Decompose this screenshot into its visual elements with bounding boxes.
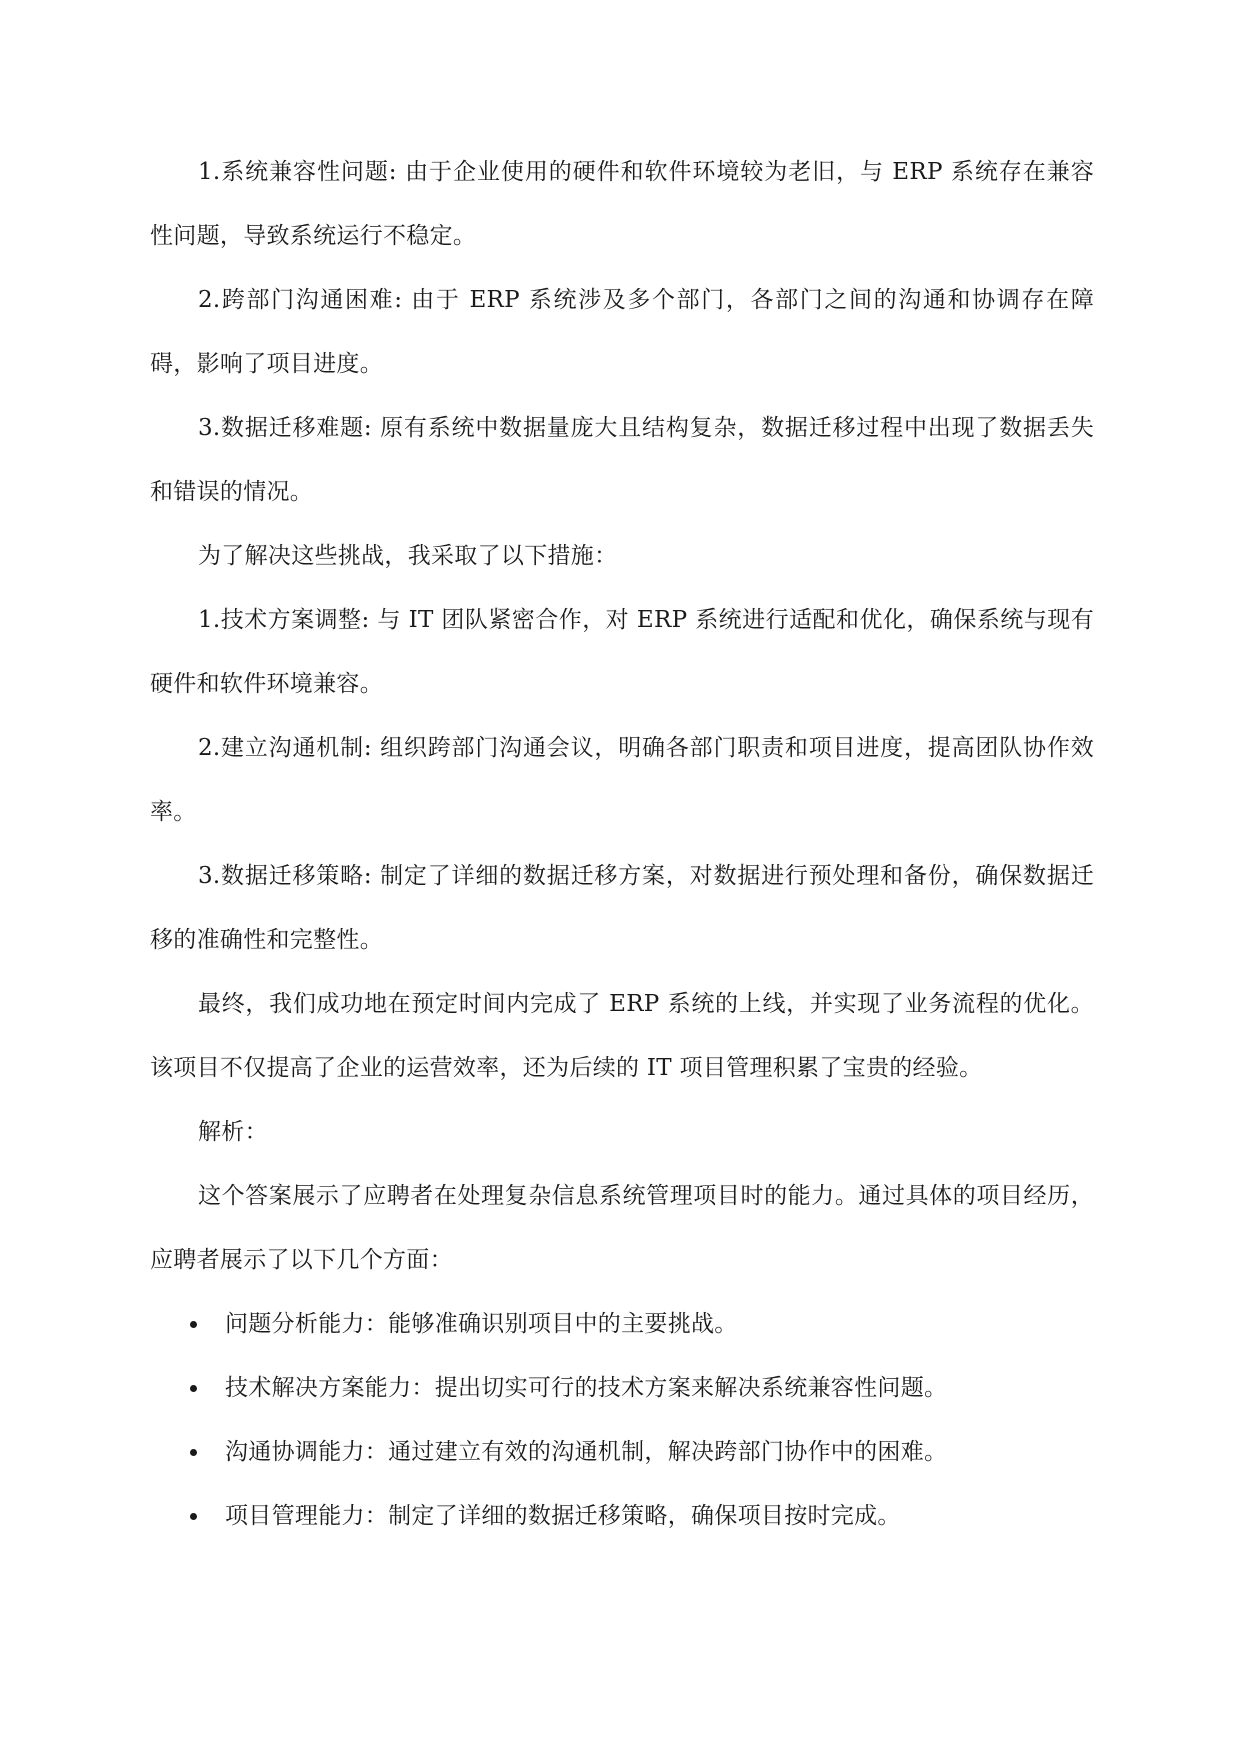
list-item-text: 项目管理能力：制定了详细的数据迁移策略，确保项目按时完成。 — [225, 1503, 901, 1529]
paragraph-measure-data-migration: 3.数据迁移策略: 制定了详细的数据迁移方案，对数据进行预处理和备份，确保数据迁移的准确性和完整性。 — [150, 863, 1094, 953]
bullet-icon — [190, 1321, 197, 1328]
bullet-icon — [190, 1385, 197, 1392]
paragraph-challenge-compatibility: 1.系统兼容性问题: 由于企业使用的硬件和软件环境较为老旧，与 ERP 系统存在兼容性问题，导致系统运行不稳定。 — [150, 159, 1094, 249]
list-item-text: 技术解决方案能力：提出切实可行的技术方案来解决系统兼容性问题。 — [225, 1375, 948, 1401]
ability-list — [150, 1292, 1094, 1548]
paragraph-outcome: 最终，我们成功地在预定时间内完成了 ERP 系统的上线，并实现了业务流程的优化。该项目不仅提高了企业的运营效率，还为后续的 IT 项目管理积累了宝贵的经验。 — [150, 991, 1094, 1081]
list-item-text: 问题分析能力：能够准确识别项目中的主要挑战。 — [225, 1311, 738, 1337]
paragraph-measures-intro: 为了解决这些挑战，我采取了以下措施： — [198, 543, 618, 569]
paragraph-challenge-data-migration: 3.数据迁移难题: 原有系统中数据量庞大且结构复杂，数据迁移过程中出现了数据丢失和错误的情况。 — [150, 415, 1094, 505]
list-item-text: 沟通协调能力：通过建立有效的沟通机制，解决跨部门协作中的困难。 — [225, 1439, 948, 1465]
paragraph-measure-technical: 1.技术方案调整: 与 IT 团队紧密合作，对 ERP 系统进行适配和优化，确保系统与现有硬件和软件环境兼容。 — [150, 607, 1094, 697]
document-body — [150, 140, 1094, 1548]
bullet-icon — [190, 1513, 197, 1520]
paragraph-challenge-communication: 2.跨部门沟通困难: 由于 ERP 系统涉及多个部门，各部门之间的沟通和协调存在障碍，影响了项目进度。 — [150, 287, 1094, 377]
paragraph-measure-communication: 2.建立沟通机制: 组织跨部门沟通会议，明确各部门职责和项目进度，提高团队协作效率。 — [150, 735, 1094, 825]
analysis-heading: 解析： — [198, 1119, 268, 1145]
list-item — [150, 1356, 1094, 1420]
list-item — [150, 1420, 1094, 1484]
list-item — [150, 1292, 1094, 1356]
paragraph-analysis-intro: 这个答案展示了应聘者在处理复杂信息系统管理项目时的能力。通过具体的项目经历，应聘者展示了以下几个方面： — [150, 1183, 1094, 1273]
list-item — [150, 1484, 1094, 1548]
bullet-icon — [190, 1449, 197, 1456]
